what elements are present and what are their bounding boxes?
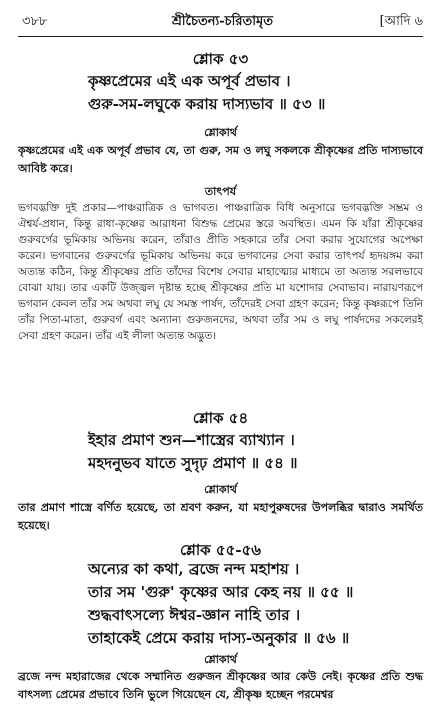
verse-54-translation: তার প্রমাণ শাস্ত্রে বর্ণিত হয়েছে, তা শ্রবণ করুন, যা মহাপুরুষদের উপলব্ধির দ্বারাও সমর্থিত হয়েছে। <box>18 501 423 532</box>
verse-55-56-translation-heading: শ্লোকার্থ <box>204 653 237 666</box>
verse-line: তার সম 'গুরু' কৃষ্ণের আর কেহ নয় ॥ ৫৫ ॥ <box>88 583 354 601</box>
chapter-marker: [আদি ৬ <box>379 14 423 29</box>
verse-line: গুরু-সম-লঘুকে করায় দাস্যভাব ॥ ৫৩ ॥ <box>88 95 326 113</box>
verse-53-translation-heading: শ্লোকার্থ <box>204 126 237 139</box>
page-header <box>22 12 423 34</box>
verse-53-purport-heading: তাৎপর্য <box>204 185 237 198</box>
verse-55-56-heading: শ্লোক ৫৫-৫৬ <box>179 541 262 559</box>
verse-line: কৃষ্ণপ্রেমের এই এক অপূর্ব প্রভাব । <box>88 72 291 90</box>
header-rule <box>18 36 423 37</box>
verse-53-translation: কৃষ্ণপ্রেমের এই এক অপূর্ব প্রভাব যে, তা গুরু, সম ও লঘু সকলকে শ্রীকৃষ্ণের প্রতি দাস্যভাবে আবিষ্ট করে। <box>18 144 423 175</box>
verse-53-text <box>88 70 421 116</box>
verse-54-text <box>88 429 421 475</box>
verse-53-heading: শ্লোক ৫৩ <box>192 50 249 68</box>
verse-54-heading: শ্লোক ৫৪ <box>192 409 249 427</box>
verse-line: তাহাকেই প্রেমে করায় দাস্য-অনুকার ॥ ৫৬ ॥ <box>88 629 350 647</box>
verse-55-56-translation: ব্রজে নন্দ মহারাজের থেকে সম্মানিত গুরুজন শ্রীকৃষ্ণের আর কেউ নেই। কৃষ্ণের প্রতি শুদ্ধ বাৎসল্য প্রেমের প্রভাবে তিনি ভুলে গিয়েছেন যে, শ্রীকৃষ্ণ হচ্ছেন পরমেশ্বর <box>18 670 423 701</box>
verse-line: মহদনুভব যাতে সুদৃঢ় প্রমাণ ॥ ৫৪ ॥ <box>88 454 298 472</box>
page-number: ৩৮৮ <box>22 14 48 29</box>
verse-53-purport: ভগবদ্ভক্তি দুই প্রকার—পাঞ্চরাত্রিক ও ভাগবত। পাঞ্চরাত্রিক বিধি অনুসারে ভগবদ্ভক্তি সম্ভ্রম ও ঐশ্বর্য-প্রধান, কিন্তু রাধা-কৃষ্ণের আরাধনা বিশুদ্ধ প্রেমের স্তরে অবস্থিত। এমন কি যাঁরা শ্রীকৃষ্ণের গুরুবর্গের ভূমিকায় অভিনয় করেন, তাঁরাও প্রীতি সহকারে তাঁর সেবা করার সুযোগের অপেক্ষা করেন। ভগবানের গুরুবর্গের ভূমিকায় অভিনয় করে ভগবানের সেবা করার তাৎপর্য হৃদয়ঙ্গম করা অত্যন্ত কঠিন, কিন্তু শ্রীকৃষ্ণের প্রতি তাঁদের বিশেষ সেবার মাহাত্ম্যের মাধ্যমে তা অত্যন্ত সরলভাবে বোঝা যায়। তার একটি উজ্জ্বল দৃষ্টান্ত হচ্ছে শ্রীকৃষ্ণের প্রতি মা যশোদার সেবাভাব। নারায়ণরূপে ভগবান কেবল তাঁর সম অথবা লঘু যে সমস্ত পার্ষদ, তাঁদেরই সেবা গ্রহণ করেন; কিন্তু কৃষ্ণরূপে তিনি তাঁর পিতা-মাতা, গুরুবর্গ এবং অন্যান্য গুরুজনদের, অথবা তাঁর সম ও লঘু পার্ষদদের সকলেরই সেবা গ্রহণ করেন। তাঁর এই লীলা অত্যন্ত অদ্ভুত। <box>18 202 423 342</box>
verse-line: অন্যের কা কথা, ব্রজে নন্দ মহাশয় । <box>88 560 300 578</box>
book-title: শ্রীচৈতন্য-চরিতামৃত <box>171 14 274 29</box>
verse-55-56-text <box>88 558 421 650</box>
verse-54-translation-heading: শ্লোকার্থ <box>204 483 237 496</box>
verse-line: ইহার প্রমাণ শুন—শাস্ত্রের ব্যাখ্যান । <box>88 431 295 449</box>
verse-line: শুদ্ধবাৎসল্যে ঈশ্বর-জ্ঞান নাহি তার । <box>88 606 301 624</box>
